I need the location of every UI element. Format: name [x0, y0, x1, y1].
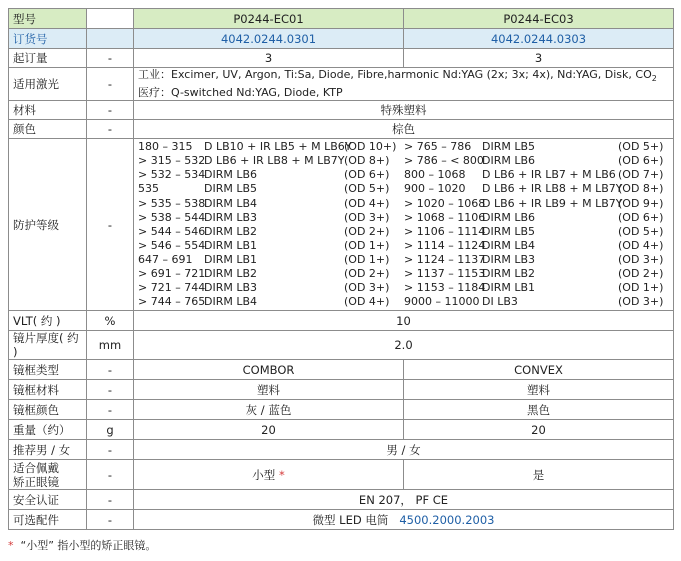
footnote-mark: *: [278, 467, 285, 482]
material-value: 特殊塑料: [134, 101, 674, 120]
protection-od: (OD 8+): [618, 182, 664, 196]
frame-material-2: 塑料: [404, 380, 674, 400]
label-thickness: 镜片厚度( 约 ): [9, 331, 87, 360]
protection-range: > 532 – 534: [138, 168, 206, 182]
row-weight: [9, 420, 674, 440]
lasers-industrial: 工业：Excimer, UV, Argon, Ti:Sa, Diode, Fibre,harmonic Nd:YAG (2x; 3x; 4x), Nd:YAG, Disk, $CO_2$: [138, 68, 657, 84]
row-frame-type: [9, 360, 674, 380]
label-material: 材料: [9, 101, 87, 120]
protection-filter: D LB6 + IR LB7 + M LB6: [482, 168, 616, 182]
row-gender: [9, 440, 674, 460]
protection-od: (OD 9+): [618, 196, 664, 210]
row-accessory: [9, 510, 674, 530]
label-glasses: 适合佩戴 矫正眼镜: [9, 460, 87, 490]
protection-value: [134, 139, 674, 311]
protection-od: (OD 6+): [618, 154, 664, 168]
label-vlt: VLT( 约 ): [9, 311, 87, 331]
protection-od: (OD 2+): [618, 267, 664, 281]
protection-od: (OD 5+): [618, 140, 664, 154]
protection-range: > 1106 – 1114: [404, 224, 486, 238]
row-thickness: [9, 331, 674, 360]
accessory-value: 微型 LED 电筒 4500.2000.2003: [134, 510, 674, 530]
protection-filter: D LB6 + IR LB8 + M LB7Y: [482, 182, 623, 196]
protection-range: > 1137 – 1153: [404, 267, 486, 281]
unit-lasers: -: [87, 68, 134, 101]
protection-line: [138, 239, 404, 253]
label-order-no: 订货号: [9, 29, 87, 49]
protection-line: [404, 281, 664, 295]
protection-filter: DIRM LB2: [204, 224, 258, 238]
thickness-value: 2.0: [134, 331, 674, 360]
protection-line: [138, 140, 404, 154]
protection-od: (OD 7+): [618, 168, 664, 182]
protection-line: [404, 267, 664, 281]
row-vlt: [9, 311, 674, 331]
protection-filter: DIRM LB2: [482, 267, 536, 281]
protection-od: (OD 3+): [344, 210, 390, 224]
row-lasers: [9, 68, 674, 101]
unit-frame-color: -: [87, 400, 134, 420]
protection-filter: D LB6 + IR LB8 + M LB7Y: [204, 154, 345, 168]
protection-line: [404, 140, 664, 154]
product-1: P0244-EC01: [134, 9, 404, 29]
protection-line: [138, 154, 404, 168]
footnote-star: *: [8, 539, 14, 552]
protection-range: > 544 – 546: [138, 224, 206, 238]
row-protection: [9, 139, 674, 311]
protection-range: > 744 – 765: [138, 295, 206, 309]
gender-value: 男 / 女: [134, 440, 674, 460]
label-frame-type: 镜框类型: [9, 360, 87, 380]
protection-line: [404, 238, 664, 253]
protection-filter: DIRM LB4: [204, 295, 258, 309]
label-accessory: 可选配件: [9, 510, 87, 530]
unit-vlt: %: [87, 311, 134, 331]
protection-filter: DIRM LB6: [204, 168, 258, 182]
protection-range: > 786 – < 800: [404, 154, 484, 168]
lasers-medical: 医疗：Q-switched Nd:YAG, Diode, KTP: [138, 86, 343, 100]
protection-od: (OD 1+): [344, 238, 390, 252]
protection-range: > 765 – 786: [404, 140, 472, 154]
label-cert: 安全认证: [9, 490, 87, 510]
protection-line: [138, 295, 404, 309]
label-moq: 起订量: [9, 49, 87, 68]
unit-gender: -: [87, 440, 134, 460]
label-protection: 防护等级: [9, 139, 87, 311]
unit-color: -: [87, 120, 134, 139]
protection-range: > 546 – 554: [138, 238, 206, 252]
protection-od: (OD 1+): [618, 281, 664, 295]
weight-1: 20: [134, 420, 404, 440]
protection-filter: DIRM LB2: [204, 267, 258, 281]
protection-filter: DIRM LB1: [204, 252, 258, 266]
frame-material-1: 塑料: [134, 380, 404, 400]
protection-range: > 691 – 721: [138, 267, 206, 281]
label-lasers: 适用激光: [9, 68, 87, 101]
protection-filter: DIRM LB5: [204, 182, 258, 196]
protection-od: (OD 1+): [344, 252, 390, 266]
protection-filter: DIRM LB5: [482, 140, 536, 154]
protection-line: [138, 281, 404, 295]
unit-weight: g: [87, 420, 134, 440]
row-cert: [9, 490, 674, 510]
protection-range: 800 – 1068: [404, 168, 466, 182]
unit-material: -: [87, 101, 134, 120]
protection-od: (OD 6+): [618, 210, 664, 224]
lasers-value: [134, 68, 674, 101]
protection-od: (OD 4+): [618, 238, 664, 252]
vlt-value: 10: [134, 311, 674, 331]
protection-line: [138, 211, 404, 225]
protection-od: (OD 6+): [344, 168, 390, 182]
protection-range: > 1020 – 1068: [404, 196, 486, 210]
unit-moq: -: [87, 49, 134, 68]
protection-od: (OD 4+): [344, 196, 390, 210]
protection-filter: DIRM LB1: [482, 281, 536, 295]
protection-filter: DIRM LB3: [204, 210, 258, 224]
label-gender: 推荐男 / 女: [9, 440, 87, 460]
protection-od: (OD 10+): [344, 140, 397, 154]
protection-range: 535: [138, 182, 159, 196]
protection-filter: DIRM LB1: [204, 238, 258, 252]
frame-type-2: CONVEX: [404, 360, 674, 380]
protection-od: (OD 2+): [344, 267, 390, 281]
unit-model: [87, 9, 134, 29]
protection-filter: DIRM LB3: [204, 281, 258, 295]
protection-od: (OD 5+): [344, 182, 390, 196]
protection-od: (OD 3+): [344, 281, 390, 295]
protection-line: [404, 154, 664, 168]
label-frame-color: 镜框颜色: [9, 400, 87, 420]
frame-color-1: 灰 / 蓝色: [134, 400, 404, 420]
unit-glasses: -: [87, 460, 134, 490]
unit-cert: -: [87, 490, 134, 510]
row-moq: [9, 49, 674, 68]
glasses-1: 小型 *: [134, 460, 404, 490]
protection-left-column: [138, 140, 404, 309]
moq-2: 3: [404, 49, 674, 68]
weight-2: 20: [404, 420, 674, 440]
protection-od: (OD 4+): [344, 295, 390, 309]
protection-range: 647 – 691: [138, 252, 193, 266]
protection-line: [404, 196, 664, 211]
protection-line: [138, 225, 404, 239]
row-color: [9, 120, 674, 139]
unit-frame-type: -: [87, 360, 134, 380]
row-model: [9, 9, 674, 29]
protection-od: (OD 3+): [618, 295, 664, 309]
protection-right-column: [404, 140, 664, 309]
protection-line: [404, 168, 664, 182]
protection-filter: DIRM LB4: [204, 196, 258, 210]
protection-filter: D LB10 + IR LB5 + M LB6Y: [204, 140, 352, 154]
cert-value: EN 207， PF CE: [134, 490, 674, 510]
protection-range: 180 – 315: [138, 140, 193, 154]
protection-range: > 315 – 532: [138, 154, 206, 168]
protection-filter: DI LB3: [482, 295, 518, 309]
protection-line: [138, 253, 404, 267]
row-glasses: [9, 460, 674, 490]
protection-line: [404, 210, 664, 225]
protection-line: [138, 267, 404, 281]
protection-line: [404, 224, 664, 239]
frame-color-2: 黑色: [404, 400, 674, 420]
accessory-code: 4500.2000.2003: [399, 512, 495, 527]
protection-od: (OD 5+): [618, 224, 664, 238]
unit-thickness: mm: [87, 331, 134, 360]
footnote-text: “小型” 指小型的矫正眼镜。: [20, 539, 157, 552]
label-model: 型号: [9, 9, 87, 29]
protection-range: > 1068 – 1106: [404, 210, 486, 224]
protection-od: (OD 3+): [618, 252, 664, 266]
protection-range: > 538 – 544: [138, 210, 206, 224]
row-order-no: [9, 29, 674, 49]
protection-line: [404, 295, 664, 309]
protection-filter: DIRM LB4: [482, 238, 536, 252]
label-color: 颜色: [9, 120, 87, 139]
protection-filter: DIRM LB6: [482, 154, 536, 168]
spec-table: [8, 8, 674, 530]
color-value: 棕色: [134, 120, 674, 139]
protection-range: 9000 – 11000: [404, 295, 480, 309]
protection-line: [138, 197, 404, 211]
unit-accessory: -: [87, 510, 134, 530]
footnote: [8, 537, 156, 553]
protection-range: > 1114 – 1124: [404, 238, 486, 252]
order-no-1: 4042.0244.0301: [134, 29, 404, 49]
protection-range: > 535 – 538: [138, 196, 206, 210]
protection-filter: DIRM LB5: [482, 224, 536, 238]
protection-line: [404, 252, 664, 267]
unit-frame-material: -: [87, 380, 134, 400]
unit-protection: -: [87, 139, 134, 311]
protection-range: 900 – 1020: [404, 182, 466, 196]
frame-type-1: COMBOR: [134, 360, 404, 380]
protection-range: > 721 – 744: [138, 281, 206, 295]
row-material: [9, 101, 674, 120]
moq-1: 3: [134, 49, 404, 68]
protection-line: [404, 182, 664, 196]
protection-range: > 1153 – 1184: [404, 281, 486, 295]
order-no-2: 4042.0244.0303: [404, 29, 674, 49]
row-frame-color: [9, 400, 674, 420]
protection-range: > 1124 – 1137: [404, 252, 486, 266]
glasses-2: 是: [404, 460, 674, 490]
protection-od: (OD 8+): [344, 154, 390, 168]
protection-line: [138, 182, 404, 196]
protection-filter: D LB6 + IR LB9 + M LB7Y: [482, 196, 623, 210]
label-frame-material: 镜框材料: [9, 380, 87, 400]
unit-order-no: [87, 29, 134, 49]
protection-filter: DIRM LB3: [482, 252, 536, 266]
protection-line: [138, 168, 404, 182]
product-2: P0244-EC03: [404, 9, 674, 29]
protection-filter: DIRM LB6: [482, 210, 536, 224]
label-weight: 重量（约）: [9, 420, 87, 440]
row-frame-material: [9, 380, 674, 400]
protection-od: (OD 2+): [344, 224, 390, 238]
